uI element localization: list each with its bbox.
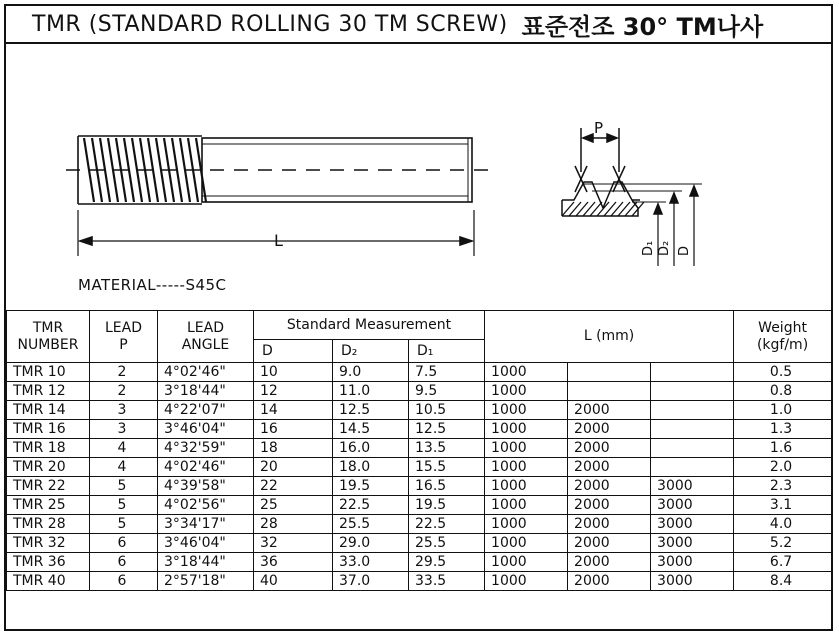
cell-d1: 15.5 bbox=[409, 458, 485, 477]
cell-length-3000: 3000 bbox=[651, 496, 734, 515]
header-length: L (mm) bbox=[485, 311, 734, 363]
pitch-label: P bbox=[594, 119, 604, 137]
cell-length-3000 bbox=[651, 420, 734, 439]
table-row bbox=[7, 496, 832, 515]
cell-lead-angle: 3°18'44" bbox=[158, 382, 254, 401]
cell-length-2000: 2000 bbox=[568, 515, 651, 534]
header-d2: D₂ bbox=[333, 340, 409, 363]
cell-d2: 19.5 bbox=[333, 477, 409, 496]
cell-length-2000 bbox=[568, 382, 651, 401]
cell-length-2000: 2000 bbox=[568, 496, 651, 515]
cell-lead: 6 bbox=[90, 534, 158, 553]
cell-d1: 12.5 bbox=[409, 420, 485, 439]
cell-length-1000: 1000 bbox=[485, 458, 568, 477]
cell-length-1000: 1000 bbox=[485, 496, 568, 515]
header-weight: Weight (kgf/m) bbox=[734, 311, 832, 363]
cell-length-3000 bbox=[651, 439, 734, 458]
cell-length-2000: 2000 bbox=[568, 458, 651, 477]
table-row bbox=[7, 534, 832, 553]
cell-d2: 33.0 bbox=[333, 553, 409, 572]
dim-d-label: D bbox=[677, 245, 692, 256]
cell-d1: 29.5 bbox=[409, 553, 485, 572]
cell-lead: 2 bbox=[90, 363, 158, 382]
cell-d: 20 bbox=[254, 458, 333, 477]
cell-length-3000 bbox=[651, 401, 734, 420]
cell-lead: 5 bbox=[90, 477, 158, 496]
cell-lead-angle: 4°22'07" bbox=[158, 401, 254, 420]
cell-d2: 14.5 bbox=[333, 420, 409, 439]
table-row bbox=[7, 477, 832, 496]
cell-tmr-number: TMR 10 bbox=[7, 363, 90, 382]
header-lead-angle: LEAD ANGLE bbox=[158, 311, 254, 363]
length-label: L bbox=[274, 231, 283, 250]
cell-length-1000: 1000 bbox=[485, 572, 568, 591]
cell-lead: 4 bbox=[90, 458, 158, 477]
cell-weight: 1.0 bbox=[734, 401, 832, 420]
title-bar bbox=[6, 6, 831, 44]
cell-length-3000 bbox=[651, 363, 734, 382]
header-tmr-number: TMR NUMBER bbox=[7, 311, 90, 363]
thread-profile bbox=[562, 128, 702, 266]
cell-tmr-number: TMR 14 bbox=[7, 401, 90, 420]
cell-length-1000: 1000 bbox=[485, 439, 568, 458]
cell-weight: 2.0 bbox=[734, 458, 832, 477]
table-row bbox=[7, 439, 832, 458]
cell-length-2000: 2000 bbox=[568, 553, 651, 572]
cell-lead: 4 bbox=[90, 439, 158, 458]
cell-length-1000: 1000 bbox=[485, 553, 568, 572]
cell-d: 18 bbox=[254, 439, 333, 458]
cell-lead: 3 bbox=[90, 420, 158, 439]
cell-tmr-number: TMR 25 bbox=[7, 496, 90, 515]
spec-sheet bbox=[4, 4, 833, 631]
technical-drawing bbox=[6, 44, 831, 310]
cell-d: 40 bbox=[254, 572, 333, 591]
cell-tmr-number: TMR 18 bbox=[7, 439, 90, 458]
cell-tmr-number: TMR 12 bbox=[7, 382, 90, 401]
cell-tmr-number: TMR 32 bbox=[7, 534, 90, 553]
cell-length-1000: 1000 bbox=[485, 534, 568, 553]
cell-weight: 3.1 bbox=[734, 496, 832, 515]
cell-lead: 5 bbox=[90, 515, 158, 534]
cell-d2: 12.5 bbox=[333, 401, 409, 420]
cell-weight: 0.5 bbox=[734, 363, 832, 382]
cell-lead-angle: 4°02'46" bbox=[158, 458, 254, 477]
cell-length-1000: 1000 bbox=[485, 515, 568, 534]
table-header-row bbox=[7, 311, 832, 340]
cell-lead-angle: 4°32'59" bbox=[158, 439, 254, 458]
cell-weight: 2.3 bbox=[734, 477, 832, 496]
cell-d1: 10.5 bbox=[409, 401, 485, 420]
cell-weight: 4.0 bbox=[734, 515, 832, 534]
table-row bbox=[7, 363, 832, 382]
cell-d2: 29.0 bbox=[333, 534, 409, 553]
cell-lead-angle: 3°46'04" bbox=[158, 534, 254, 553]
cell-length-1000: 1000 bbox=[485, 420, 568, 439]
cell-d2: 37.0 bbox=[333, 572, 409, 591]
cell-d1: 16.5 bbox=[409, 477, 485, 496]
cell-length-3000 bbox=[651, 458, 734, 477]
cell-length-3000: 3000 bbox=[651, 534, 734, 553]
cell-d: 10 bbox=[254, 363, 333, 382]
cell-d1: 7.5 bbox=[409, 363, 485, 382]
title-korean: 표준전조 30° TM나사 bbox=[521, 12, 764, 41]
screw-spec-table bbox=[6, 310, 832, 591]
table-row bbox=[7, 515, 832, 534]
header-standard-measurement: Standard Measurement bbox=[254, 311, 485, 340]
table-row bbox=[7, 401, 832, 420]
cell-tmr-number: TMR 16 bbox=[7, 420, 90, 439]
cell-d: 16 bbox=[254, 420, 333, 439]
cell-length-2000: 2000 bbox=[568, 477, 651, 496]
cell-d1: 22.5 bbox=[409, 515, 485, 534]
cell-length-3000: 3000 bbox=[651, 477, 734, 496]
cell-d: 36 bbox=[254, 553, 333, 572]
cell-lead-angle: 4°39'58" bbox=[158, 477, 254, 496]
cell-d: 22 bbox=[254, 477, 333, 496]
cell-length-2000: 2000 bbox=[568, 534, 651, 553]
cell-length-1000: 1000 bbox=[485, 382, 568, 401]
cell-lead-angle: 3°34'17" bbox=[158, 515, 254, 534]
cell-length-3000: 3000 bbox=[651, 572, 734, 591]
cell-length-1000: 1000 bbox=[485, 477, 568, 496]
cell-d: 14 bbox=[254, 401, 333, 420]
cell-tmr-number: TMR 36 bbox=[7, 553, 90, 572]
cell-d1: 25.5 bbox=[409, 534, 485, 553]
cell-d: 28 bbox=[254, 515, 333, 534]
cell-length-2000: 2000 bbox=[568, 439, 651, 458]
cell-lead-angle: 3°18'44" bbox=[158, 553, 254, 572]
cell-lead: 6 bbox=[90, 572, 158, 591]
cell-d2: 18.0 bbox=[333, 458, 409, 477]
dim-d2-label: D₂ bbox=[657, 240, 672, 256]
cell-d2: 22.5 bbox=[333, 496, 409, 515]
cell-weight: 8.4 bbox=[734, 572, 832, 591]
header-lead: LEAD P bbox=[90, 311, 158, 363]
cell-lead-angle: 4°02'56" bbox=[158, 496, 254, 515]
cell-d1: 33.5 bbox=[409, 572, 485, 591]
table-row bbox=[7, 420, 832, 439]
cell-length-2000 bbox=[568, 363, 651, 382]
cell-weight: 1.3 bbox=[734, 420, 832, 439]
cell-d2: 16.0 bbox=[333, 439, 409, 458]
cell-weight: 1.6 bbox=[734, 439, 832, 458]
cell-lead: 6 bbox=[90, 553, 158, 572]
cell-lead: 2 bbox=[90, 382, 158, 401]
title-english: TMR (STANDARD ROLLING 30 TM SCREW) bbox=[32, 11, 508, 37]
table-row bbox=[7, 553, 832, 572]
header-d1: D₁ bbox=[409, 340, 485, 363]
cell-d2: 11.0 bbox=[333, 382, 409, 401]
cell-tmr-number: TMR 28 bbox=[7, 515, 90, 534]
cell-d1: 13.5 bbox=[409, 439, 485, 458]
cell-length-2000: 2000 bbox=[568, 572, 651, 591]
table-row bbox=[7, 382, 832, 401]
cell-d2: 25.5 bbox=[333, 515, 409, 534]
material-note: MATERIAL-----S45C bbox=[78, 276, 227, 294]
cell-length-3000: 3000 bbox=[651, 553, 734, 572]
cell-lead-angle: 4°02'46" bbox=[158, 363, 254, 382]
dim-d1-label: D₁ bbox=[641, 240, 656, 256]
cell-lead: 3 bbox=[90, 401, 158, 420]
cell-length-2000: 2000 bbox=[568, 420, 651, 439]
cell-d: 12 bbox=[254, 382, 333, 401]
screw-drawing bbox=[6, 44, 831, 310]
cell-lead-angle: 3°46'04" bbox=[158, 420, 254, 439]
cell-tmr-number: TMR 20 bbox=[7, 458, 90, 477]
cell-length-1000: 1000 bbox=[485, 363, 568, 382]
cell-lead: 5 bbox=[90, 496, 158, 515]
table-row bbox=[7, 458, 832, 477]
cell-length-3000 bbox=[651, 382, 734, 401]
cell-d1: 9.5 bbox=[409, 382, 485, 401]
cell-length-1000: 1000 bbox=[485, 401, 568, 420]
cell-length-2000: 2000 bbox=[568, 401, 651, 420]
cell-d2: 9.0 bbox=[333, 363, 409, 382]
cell-length-3000: 3000 bbox=[651, 515, 734, 534]
cell-d1: 19.5 bbox=[409, 496, 485, 515]
cell-d: 32 bbox=[254, 534, 333, 553]
table-row bbox=[7, 572, 832, 591]
cell-tmr-number: TMR 40 bbox=[7, 572, 90, 591]
cell-tmr-number: TMR 22 bbox=[7, 477, 90, 496]
cell-weight: 6.7 bbox=[734, 553, 832, 572]
header-d: D bbox=[254, 340, 333, 363]
cell-weight: 5.2 bbox=[734, 534, 832, 553]
cell-d: 25 bbox=[254, 496, 333, 515]
cell-weight: 0.8 bbox=[734, 382, 832, 401]
cell-lead-angle: 2°57'18" bbox=[158, 572, 254, 591]
